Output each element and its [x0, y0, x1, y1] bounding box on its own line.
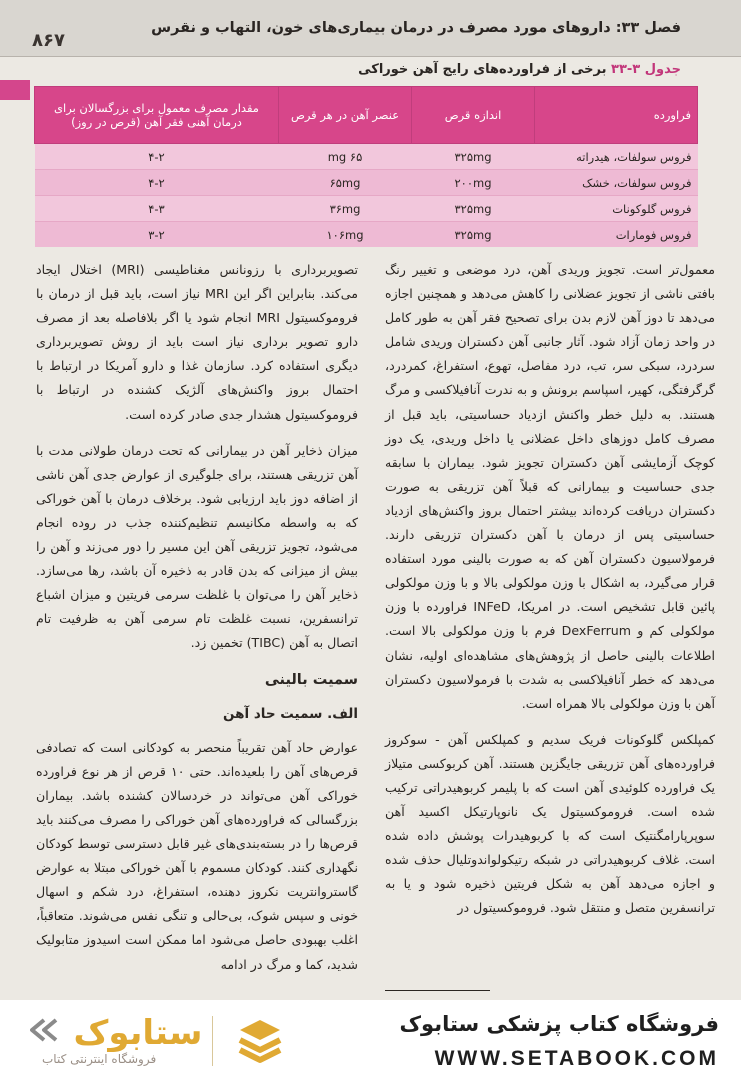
paragraph: تصویربرداری با رزونانس مغناطیسی (MRI) اختلال ایجاد می‌کند. بنابراین اگر این MRI نیاز است، باید قبل از درمان با فروموکسیتول MRI انجام شود یا اگر بلافاصله بعد از مصرف دارو تصویر برداری نیاز است باید از روش تصویربرداری دیگری استفاده کرد. سازمان غذا و دارو آمریکا در ارتباط با احتمال بروز واکنش‌های آلژیک کشنده در ارتباط با فروموکسیتول هشدار جدی صادر کرده است.	[36, 262, 358, 422]
table-header-cell: عنصر آهن در هر قرص	[279, 87, 412, 144]
footnote-divider	[385, 990, 490, 991]
table-cell: ۶۵ mg	[279, 144, 412, 170]
table-row	[35, 196, 698, 222]
iron-preparations-table	[34, 86, 698, 247]
table-header-cell: اندازه قرص	[412, 87, 535, 144]
table-header-cell: مقدار مصرف معمول برای بزرگسالان برای درمان آهنی فقر آهن (قرص در روز)	[35, 87, 279, 144]
right-text-column	[385, 258, 715, 933]
table-caption-label: جدول ۳-۳۳	[611, 62, 681, 77]
paragraph: معمول‌تر است. تجویز وریدی آهن، درد موضعی و تغییر رنگ بافتی ناشی از تجویز عضلانی را کاهش می‌دهد و همچنین اجازه می‌دهد تا دوز آهن لازم بدن برای تصحیح فقر آهن به طور کامل در واحد زمان آزاد شود. آثار جانبی آهن دکستران وریدی شامل سردرد، سبکی سر، تب، درد مفاصل، تهوع، استفراغ، کمردرد، گرگرفتگی، کهیر، اسپاسم برونش و به ندرت آنافیلاکسی و مرگ هستند. به دلیل خطر واکنش ازدیاد حساسیتی، باید قبل از مصرف کامل دوزهای داخل عضلانی یا داخل وریدی، یک دوز کوچک آزمایشی آهن دکستران تجویز شود. بیماران با سابقه جدی حساسیت و بیمارانی که قبلاً آهن تزریقی به صورت دکستران دریافت کرده‌اند بیشتر احتمال بروز واکنش‌های ازدیاد حساسیتی پس از درمان با آهن دکستران تزریقی دارند. فرمولاسیون دکستران آهن که به صورت بالینی مورد استفاده قرار می‌گیرد، به اشکال با وزن مولکولی بالا و با وزن مولکولی پائین قابل تشخیص است. در امریکا، INFeD فراورده با وزن مولکولی کم و DexFerrum فرم با وزن مولکولی بالا است. اطلاعات بالینی حاصل از پژوهش‌های مشاهده‌ای اولیه، نشان می‌دهد که خطر آنافیلاکسی به شدت با فرمولاسیون دکستران آهن با وزن مولکولی بالا همراه است.	[385, 262, 716, 711]
table-cell: فروس سولفات، خشک	[535, 170, 698, 196]
setabook-logo	[30, 1008, 206, 1052]
logo-subtitle: فروشگاه اینترنتی کتاب	[42, 1052, 157, 1066]
section-marker	[0, 80, 30, 100]
chapter-title: فصل ۳۳: داروهای مورد مصرف در درمان بیماری‌های خون، التهاب و نقرس	[151, 20, 681, 36]
store-title: فروشگاه کتاب پزشکی ستابوک	[399, 1012, 719, 1036]
table-row	[35, 144, 698, 170]
page-number: ۸۶۷	[32, 30, 65, 51]
store-banner	[0, 1000, 741, 1080]
logo-divider	[212, 1016, 213, 1066]
table-row	[35, 170, 698, 196]
logo-wordmark: ستابوک	[73, 1013, 203, 1052]
paragraph: میزان ذخایر آهن در بیمارانی که تحت درمان طولانی مدت با آهن تزریقی هستند، برای جلوگیری از عوارض جدی آهن ناشی از اضافه دوز باید ارزیابی شود. برخلاف درمان با آهن خوراکی که به واسطه مکانیسم تنظیم‌کننده جذب در روده انجام می‌شود، تجویز تزریقی آهن این مسیر را دور می‌زند و آهن را بیش از میزانی که بدن قادر به ذخیره آن باشد، رها می‌سازد. ذخایر آهن را می‌توان با غلظت سرمی فریتین و میزان اشباع ترانسفرین، نسبت غلظت تام سرمی آهن به ظرفیت تام اتصال به آهن (TIBC) تخمین زد.	[36, 442, 358, 651]
table-cell: ۴-۲	[35, 170, 279, 196]
table-caption	[358, 62, 681, 77]
table-cell: فروس گلوکونات	[535, 196, 698, 222]
subsection-heading: الف. سمیت حاد آهن	[223, 705, 358, 722]
table-cell: فروس فومارات	[535, 222, 698, 248]
table-header-row	[35, 87, 698, 144]
table-cell: ۶۵mg	[279, 170, 412, 196]
book-stack-icon	[236, 1016, 284, 1064]
table-cell: ۴-۳	[35, 196, 279, 222]
table-header-cell: فراورده	[535, 87, 698, 144]
table-cell: ۳۲۵mg	[412, 196, 535, 222]
paragraph: کمپلکس گلوکونات فریک سدیم و کمپلکس آهن - سوکروز فراورده‌های آهن تزریقی جایگزین هستند. آهن کربوکسی متیلاز یک فراورده کلوئیدی آهن است که با پلیمر کربوهیدراتی ترکیب شده است. فروموکسیتول یک نانوپارتیکل اکسید آهن سوپرپارامگنتیک است که با کربوهیدرات پوشش داده شده است. غلاف کربوهیدراتی در شبکه رتیکولواندوتلیال حذف شده و اجازه می‌دهد آهن به شکل فریتین ذخیره شود و یا به ترانسفرین متصل و منتقل شود. فروموکسیتول در	[385, 731, 715, 916]
section-heading: سمیت بالینی	[264, 671, 358, 688]
table-cell: ۴-۲	[35, 144, 279, 170]
table-cell: ۳-۲	[35, 222, 279, 248]
left-text-column	[36, 258, 358, 989]
table-cell: ۳۶mg	[279, 196, 412, 222]
table-row	[35, 222, 698, 248]
table-caption-text: برخی از فراورده‌های رایج آهن خوراکی	[358, 62, 607, 77]
table-cell: ۳۲۵mg	[412, 144, 535, 170]
paragraph: عوارض حاد آهن تقریباً منحصر به کودکانی است که تصادفی قرص‌های آهن را بلعیده‌اند. حتی ۱۰ قرص از هر نوع فراورده خوراکی آهن می‌تواند در خردسالان کشنده باشد. بیماران بزرگسالی که فراورده‌های آهن خوراکی را مصرف می‌کنند باید قرص‌ها را در بسته‌بندی‌های غیر قابل دسترسی توسط کودکان نگهداری کنند. کودکان مسموم با آهن خوراکی مبتلا به عوارض گاستروانتریت نکروز دهنده، استفراغ، درد شکم و اسهال خونی و سپس شوک، بی‌حالی و تنگی نفس می‌شوند. متعاقباً، اغلب بهبودی حاصل می‌شود اما ممکن است اسیدوز متابولیک شدید، کما و مرگ در ادامه	[36, 739, 358, 972]
page-header	[0, 0, 741, 57]
table-cell: ۳۲۵mg	[412, 222, 535, 248]
store-url[interactable]: WWW.SETABOOK.COM	[434, 1047, 719, 1070]
table-cell: ۲۰۰mg	[412, 170, 535, 196]
table-cell: فروس سولفات، هیدراته	[535, 144, 698, 170]
table-cell: ۱۰۶mg	[279, 222, 412, 248]
